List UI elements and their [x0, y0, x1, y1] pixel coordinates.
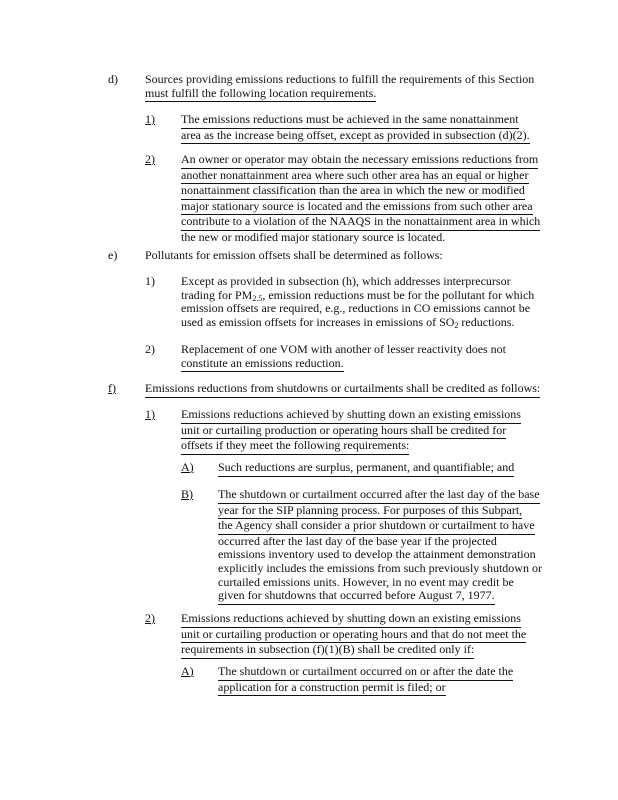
- subsection-f-label: f): [108, 381, 116, 395]
- item-d2-line: An owner or operator may obtain the necessary emissions reductions from: [181, 153, 538, 169]
- subsection-f-line: Emissions reductions from shutdowns or curtailments shall be credited as follows:: [145, 382, 540, 398]
- item-e1-line: used as emission offsets for increases in emissions of $SO_2$ reductions.: [181, 314, 515, 330]
- item-f1-line: offsets if they meet the following requirements:: [181, 439, 409, 455]
- item-f2-label: 2): [145, 611, 155, 625]
- item-d2-line: nonattainment classification than the area in which the new or modified: [181, 184, 525, 200]
- item-f1-text: [181, 408, 521, 455]
- so2-subscript: 2: [454, 320, 459, 330]
- item-d1-line: area as the increase being offset, except as provided in subsection (d)(2).: [181, 129, 530, 145]
- item-e2-label: 2): [145, 342, 155, 356]
- item-f1b-line: curtailed emissions units. However, in no event may credit be: [218, 574, 514, 589]
- item-e2-text: [181, 343, 506, 372]
- item-e1-label: 1): [145, 274, 155, 288]
- item-d1-text: [181, 113, 530, 144]
- item-f2a-label: A): [181, 664, 194, 678]
- item-f1b-line: emissions inventory used to develop the attainment demonstration: [218, 547, 536, 562]
- subsection-d-label: d): [108, 72, 118, 86]
- item-e1-line: Except as provided in subsection (h), which addresses interprecursor: [181, 274, 511, 288]
- item-f2-text: [181, 612, 526, 659]
- item-e1-line: trading for $PM_{2.5}$, emission reductions must be for the pollutant for which: [181, 287, 535, 303]
- item-f1-line: unit or curtailing production or operating hours shall be credited for: [181, 424, 506, 440]
- subsection-e-text: Pollutants for emission offsets shall be determined as follows:: [145, 248, 443, 262]
- subsection-d-line-1: Sources providing emissions reductions to fulfill the requirements of this Section: [145, 72, 535, 86]
- item-f1b-line: The shutdown or curtailment occurred after the last day of the base: [218, 488, 540, 504]
- item-d2-line: the new or modified major stationary source is located.: [181, 229, 446, 244]
- subsection-e-label: e): [108, 248, 118, 262]
- pm25-subscript: 2.5: [252, 293, 263, 303]
- item-e2-line: Replacement of one VOM with another of lesser reactivity does not: [181, 342, 507, 356]
- item-d2-line: contribute to a violation of the NAAQS in the nonattainment area in which: [181, 215, 540, 231]
- item-f1b-line: year for the SIP planning process. For purposes of this Subpart,: [218, 504, 522, 520]
- item-f1a-line: Such reductions are surplus, permanent, and quantifiable; and: [218, 461, 514, 477]
- subsection-d-line-2: must fulfill the following location requirements.: [145, 87, 376, 103]
- item-f1b-line: occurred after the last day of the base year if the projected: [218, 533, 497, 548]
- item-f1b-line: given for shutdowns that occurred before August 7, 1977.: [218, 589, 495, 605]
- item-f1a-label: A): [181, 460, 194, 474]
- item-f1b-label: B): [181, 487, 193, 501]
- subsection-f-text: [145, 382, 540, 398]
- item-f2a-text: [218, 665, 513, 696]
- item-f1b-line: explicitly includes the emissions from such previously shutdown or: [218, 560, 542, 575]
- item-f2a-line: The shutdown or curtailment occurred on or after the date the: [218, 665, 513, 681]
- item-f1-label: 1): [145, 407, 155, 421]
- item-f2-line: unit or curtailing production or operating hours and that do not meet the: [181, 628, 526, 644]
- item-d2-line: another nonattainment area where such other area has an equal or higher: [181, 169, 529, 185]
- item-e2-line: constitute an emissions reduction.: [181, 357, 344, 373]
- item-e1-text: [181, 275, 534, 329]
- item-d2-line: major stationary source is located and the emissions from such other area: [181, 200, 533, 216]
- item-f1b-line: the Agency shall consider a prior shutdown or curtailment to have: [218, 519, 535, 535]
- item-f2-line: requirements in subsection (f)(1)(B) shall be credited only if:: [181, 643, 474, 659]
- subsection-d-text: [145, 73, 534, 102]
- item-f2a-line: application for a construction permit is filed; or: [218, 681, 446, 697]
- item-f1-line: Emissions reductions achieved by shutting down an existing emissions: [181, 408, 521, 424]
- item-d1-line: The emissions reductions must be achieved in the same nonattainment: [181, 113, 519, 129]
- item-d2-label: 2): [145, 152, 155, 166]
- item-f2-line: Emissions reductions achieved by shutting down an existing emissions: [181, 612, 521, 628]
- item-f1a-text: [218, 461, 514, 477]
- item-f1b-text: [218, 488, 542, 605]
- item-d1-label: 1): [145, 112, 155, 126]
- item-d2-text: [181, 153, 540, 245]
- item-e1-line: emission offsets are required, e.g., reductions in CO emissions cannot be: [181, 301, 531, 316]
